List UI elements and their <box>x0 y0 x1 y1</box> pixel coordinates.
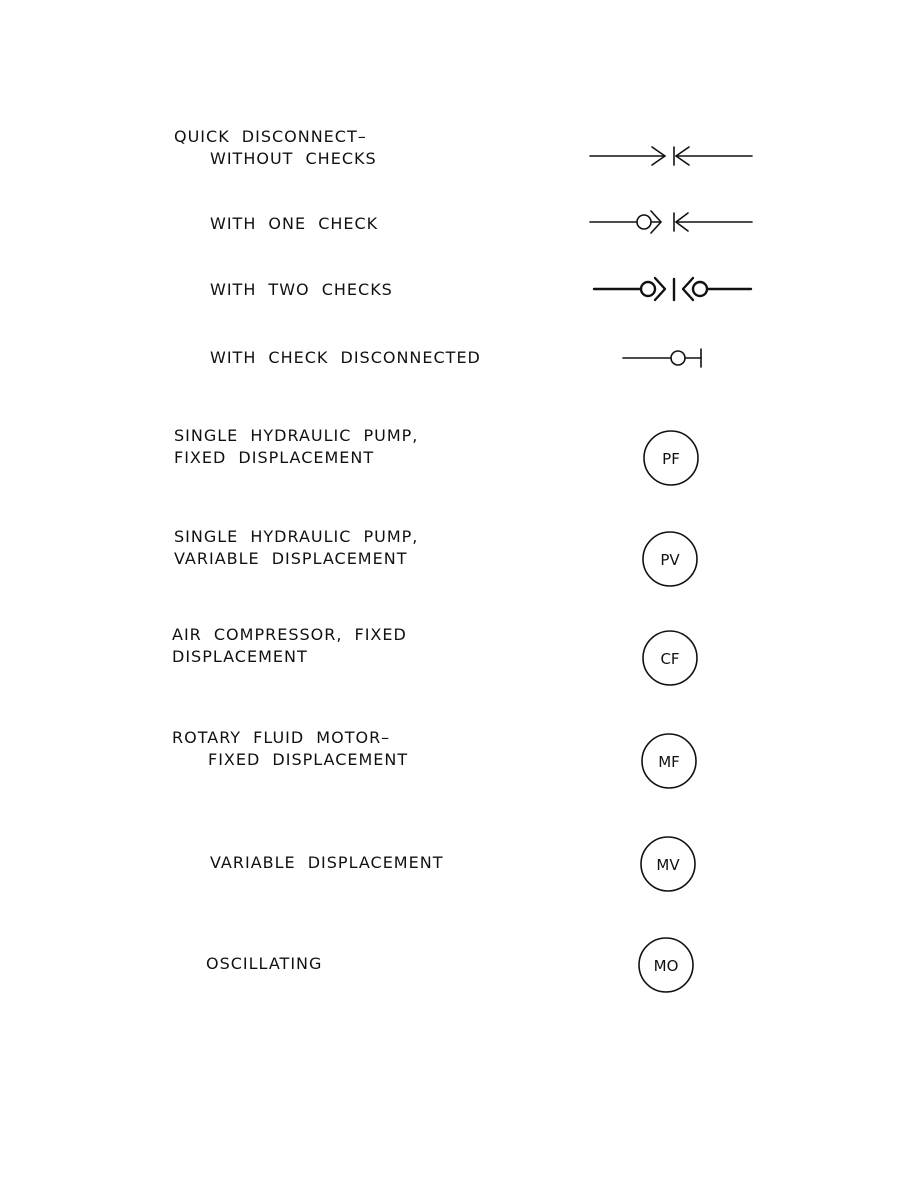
label-pump-fixed-line1: SINGLE HYDRAULIC PUMP, <box>174 426 419 445</box>
label-with-two-checks: WITH TWO CHECKS <box>210 280 393 299</box>
motor-oscillating-code: MO <box>653 957 679 975</box>
label-pump-fixed-line2: FIXED DISPLACEMENT <box>174 448 375 467</box>
label-motor-fixed-line2: FIXED DISPLACEMENT <box>208 750 409 769</box>
check-disconnected-icon <box>623 349 701 367</box>
label-pump-variable-line1: SINGLE HYDRAULIC PUMP, <box>174 527 419 546</box>
compressor-fixed-icon <box>643 631 697 685</box>
quick-disconnect-two-checks-icon <box>594 278 751 300</box>
label-compressor-line2: DISPLACEMENT <box>172 647 308 666</box>
label-with-check-disconnected: WITH CHECK DISCONNECTED <box>210 348 481 367</box>
quick-disconnect-one-check-icon <box>590 211 752 233</box>
label-quick-disconnect-line1: QUICK DISCONNECT– <box>174 127 367 146</box>
motor-variable-icon <box>641 837 695 891</box>
quick-disconnect-without-checks-icon <box>590 147 752 165</box>
label-motor-variable: VARIABLE DISPLACEMENT <box>210 853 444 872</box>
motor-fixed-icon <box>642 734 696 788</box>
label-motor-fixed-line1: ROTARY FLUID MOTOR– <box>172 728 391 747</box>
compressor-fixed-code: CF <box>660 650 680 668</box>
label-with-one-check: WITH ONE CHECK <box>210 214 379 233</box>
pump-fixed-code: PF <box>662 450 680 468</box>
label-motor-oscillating: OSCILLATING <box>206 954 323 973</box>
motor-fixed-code: MF <box>658 753 680 771</box>
pump-variable-code: PV <box>660 551 680 569</box>
label-pump-variable-line2: VARIABLE DISPLACEMENT <box>174 549 408 568</box>
label-compressor-line1: AIR COMPRESSOR, FIXED <box>172 625 407 644</box>
pump-variable-icon <box>643 532 697 586</box>
label-quick-disconnect-line2: WITHOUT CHECKS <box>210 149 377 168</box>
motor-oscillating-icon <box>639 938 693 992</box>
pump-fixed-icon <box>644 431 698 485</box>
motor-variable-code: MV <box>656 856 680 874</box>
